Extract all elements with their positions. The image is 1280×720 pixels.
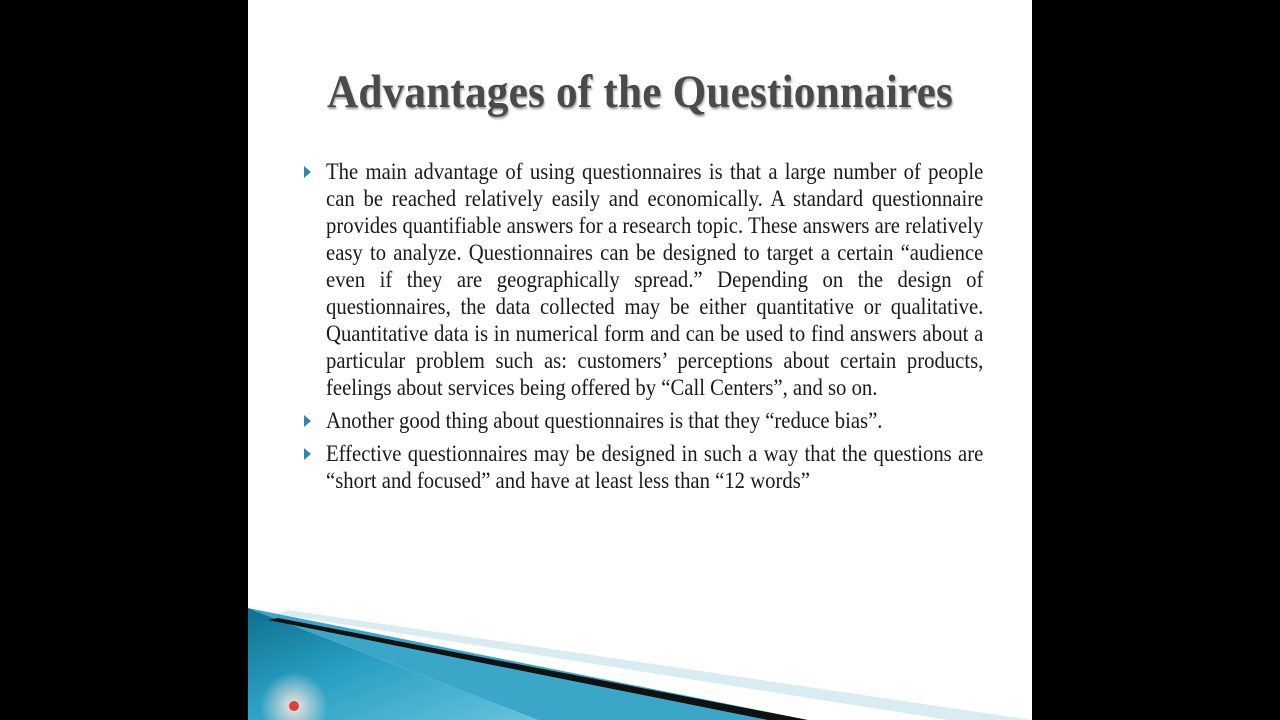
- bullet-item-2: [304, 407, 984, 434]
- triangle-bullet-icon: [304, 415, 311, 427]
- presentation-slide: [248, 0, 1032, 720]
- bullet-item-3: [304, 440, 984, 494]
- slide-title: Advantages of the Questionnaires: [326, 66, 954, 118]
- triangle-bullet-icon: [304, 166, 311, 178]
- bullet-text: The main advantage of using questionnaires is that a large number of people can be reached relatively easily and economically. A standard questionnaire provides quantifiable answers for a research topic. These answers are relatively easy to analyze. Questionnaires can be designed to target a certain “audience even if they are geographically spread.” Depending on the design of questionnaires, the data collected may be either quantitative or qualitative. Quantitative data is in numerical form and can be used to find answers about a particular problem such as: customers’ perceptions about certain products, feelings about services being offered by “Call Centers”, and so on.: [326, 159, 984, 400]
- red-dot: [289, 701, 299, 711]
- slide-corner-decoration: [248, 600, 1032, 720]
- bullet-item-1: [304, 158, 984, 401]
- bullet-text: Effective questionnaires may be designed in such a way that the questions are “short and focused” and have at least less than “12 words”: [326, 441, 984, 493]
- bullet-text: Another good thing about questionnaires is that they “reduce bias”.: [326, 408, 883, 433]
- triangle-bullet-icon: [304, 448, 311, 460]
- bullet-list: [304, 158, 984, 500]
